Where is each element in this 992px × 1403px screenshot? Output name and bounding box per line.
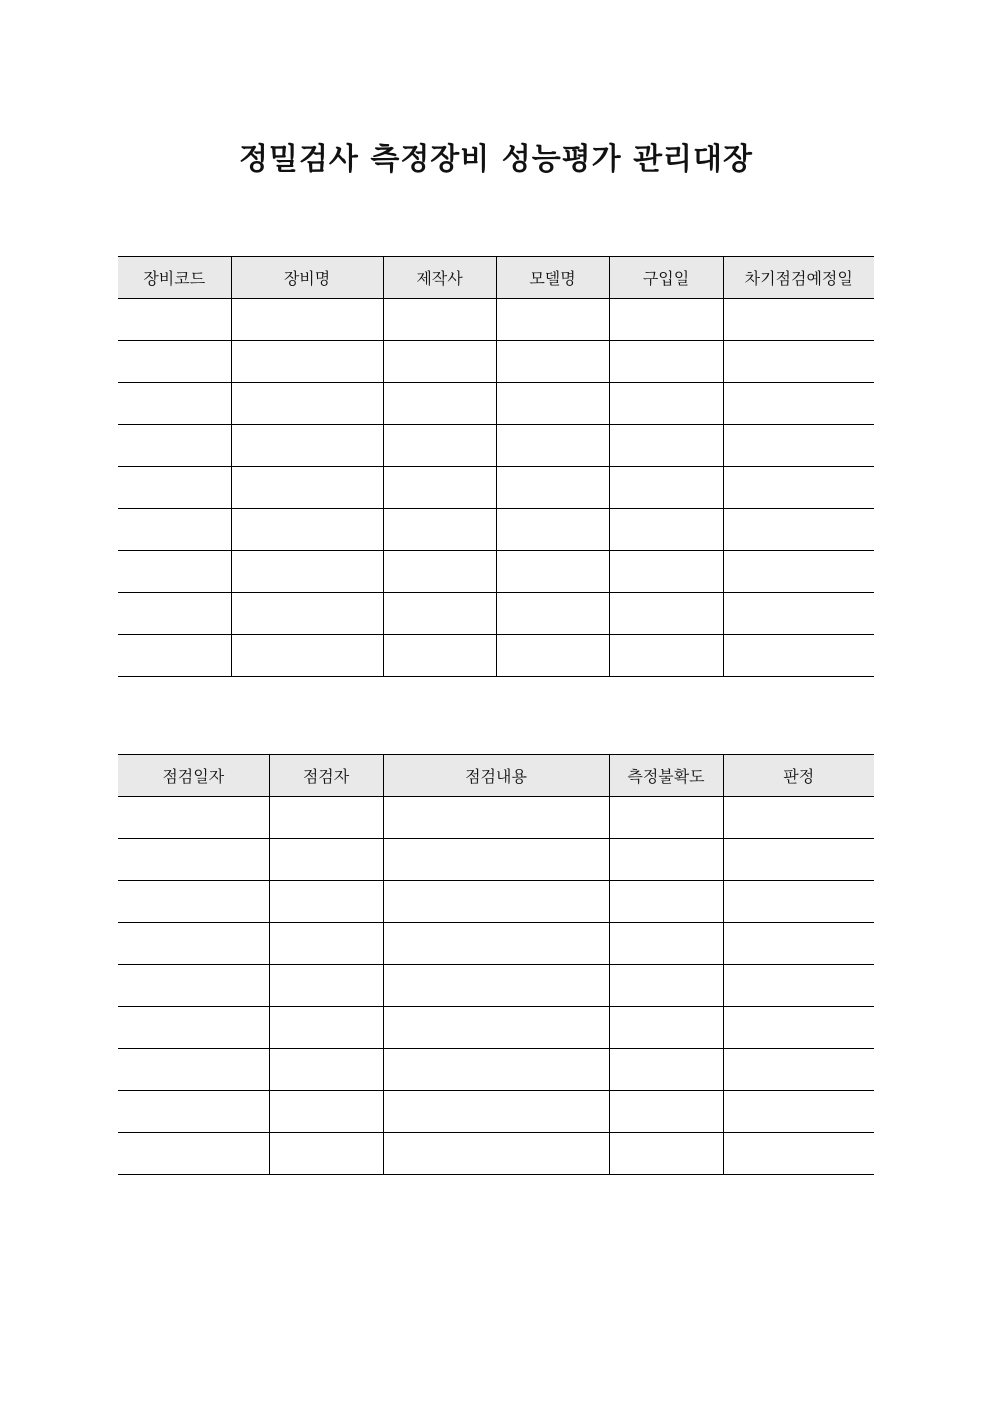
table-cell — [231, 341, 383, 383]
table-cell — [118, 299, 231, 341]
table-cell — [723, 593, 874, 635]
table-cell — [383, 923, 609, 965]
table-cell — [496, 509, 609, 551]
table-cell — [609, 509, 723, 551]
table-cell — [231, 299, 383, 341]
equipment-row — [118, 509, 874, 551]
header-next-inspection-date: 차기점검예정일 — [723, 257, 874, 299]
header-equipment-code: 장비코드 — [118, 257, 231, 299]
table-cell — [723, 425, 874, 467]
header-inspector: 점검자 — [269, 755, 383, 797]
equipment-row — [118, 635, 874, 677]
table-cell — [231, 467, 383, 509]
table-cell — [269, 1007, 383, 1049]
table-cell — [269, 923, 383, 965]
table-cell — [723, 509, 874, 551]
table-cell — [231, 383, 383, 425]
table-cell — [609, 551, 723, 593]
table-cell — [609, 797, 723, 839]
inspection-row — [118, 965, 874, 1007]
header-manufacturer: 제작사 — [383, 257, 496, 299]
table-cell — [383, 383, 496, 425]
table-cell — [496, 341, 609, 383]
table-cell — [118, 551, 231, 593]
inspection-row — [118, 1007, 874, 1049]
table-cell — [383, 1007, 609, 1049]
table-cell — [118, 467, 231, 509]
header-measurement-uncertainty: 측정불확도 — [609, 755, 723, 797]
table-cell — [383, 1049, 609, 1091]
document-title: 정밀검사 측정장비 성능평가 관리대장 — [238, 142, 753, 177]
table-cell — [723, 797, 874, 839]
header-purchase-date: 구입일 — [609, 257, 723, 299]
table-cell — [609, 881, 723, 923]
table-cell — [723, 551, 874, 593]
table-cell — [269, 965, 383, 1007]
table-cell — [723, 1049, 874, 1091]
inspection-row — [118, 1049, 874, 1091]
table-cell — [723, 965, 874, 1007]
table-cell — [269, 1091, 383, 1133]
table-cell — [383, 839, 609, 881]
table-cell — [118, 383, 231, 425]
table-cell — [609, 923, 723, 965]
table-cell — [723, 467, 874, 509]
table-cell — [723, 881, 874, 923]
table-cell — [383, 341, 496, 383]
table-cell — [496, 635, 609, 677]
header-judgment: 판정 — [723, 755, 874, 797]
table-cell — [723, 341, 874, 383]
table-cell — [723, 299, 874, 341]
header-equipment-name: 장비명 — [231, 257, 383, 299]
table-cell — [723, 1007, 874, 1049]
table-cell — [383, 881, 609, 923]
table-cell — [118, 425, 231, 467]
table-cell — [118, 839, 269, 881]
table-cell — [269, 881, 383, 923]
equipment-row — [118, 299, 874, 341]
table-cell — [118, 881, 269, 923]
inspection-row — [118, 797, 874, 839]
table-cell — [231, 425, 383, 467]
table-cell — [496, 593, 609, 635]
table-cell — [231, 635, 383, 677]
inspection-table — [118, 754, 874, 1175]
table-cell — [723, 839, 874, 881]
equipment-header-row — [118, 257, 874, 299]
inspection-row — [118, 839, 874, 881]
header-inspection-details: 점검내용 — [383, 755, 609, 797]
table-cell — [118, 1133, 269, 1175]
equipment-row — [118, 467, 874, 509]
equipment-row — [118, 383, 874, 425]
table-cell — [609, 635, 723, 677]
table-cell — [383, 635, 496, 677]
table-cell — [118, 1049, 269, 1091]
equipment-row — [118, 593, 874, 635]
table-cell — [609, 383, 723, 425]
table-cell — [383, 509, 496, 551]
table-cell — [383, 1133, 609, 1175]
table-cell — [496, 425, 609, 467]
table-cell — [496, 299, 609, 341]
table-cell — [269, 797, 383, 839]
inspection-row — [118, 881, 874, 923]
table-cell — [383, 467, 496, 509]
table-cell — [723, 923, 874, 965]
table-cell — [609, 1049, 723, 1091]
table-cell — [118, 923, 269, 965]
table-cell — [609, 341, 723, 383]
table-cell — [723, 1133, 874, 1175]
inspection-row — [118, 923, 874, 965]
equipment-table — [118, 256, 874, 677]
table-cell — [609, 965, 723, 1007]
table-cell — [609, 425, 723, 467]
table-cell — [609, 1091, 723, 1133]
table-cell — [118, 593, 231, 635]
table-cell — [609, 299, 723, 341]
table-cell — [118, 1091, 269, 1133]
table-cell — [383, 965, 609, 1007]
table-cell — [723, 383, 874, 425]
equipment-row — [118, 551, 874, 593]
table-cell — [496, 383, 609, 425]
equipment-row — [118, 341, 874, 383]
table-cell — [383, 1091, 609, 1133]
table-cell — [118, 797, 269, 839]
table-cell — [118, 509, 231, 551]
table-cell — [269, 1133, 383, 1175]
table-cell — [231, 551, 383, 593]
table-cell — [118, 635, 231, 677]
table-cell — [609, 1007, 723, 1049]
header-model-name: 모델명 — [496, 257, 609, 299]
table-cell — [231, 593, 383, 635]
table-cell — [383, 797, 609, 839]
table-cell — [496, 467, 609, 509]
table-cell — [231, 509, 383, 551]
table-cell — [723, 1091, 874, 1133]
table-cell — [723, 635, 874, 677]
table-cell — [609, 1133, 723, 1175]
table-cell — [383, 551, 496, 593]
inspection-header-row — [118, 755, 874, 797]
inspection-row — [118, 1091, 874, 1133]
table-cell — [383, 425, 496, 467]
table-cell — [269, 839, 383, 881]
table-cell — [609, 467, 723, 509]
table-cell — [269, 1049, 383, 1091]
table-cell — [383, 593, 496, 635]
table-cell — [118, 965, 269, 1007]
inspection-row — [118, 1133, 874, 1175]
equipment-row — [118, 425, 874, 467]
table-cell — [118, 1007, 269, 1049]
header-inspection-date: 점검일자 — [118, 755, 269, 797]
table-cell — [383, 299, 496, 341]
table-cell — [118, 341, 231, 383]
table-cell — [609, 839, 723, 881]
table-cell — [609, 593, 723, 635]
table-cell — [496, 551, 609, 593]
